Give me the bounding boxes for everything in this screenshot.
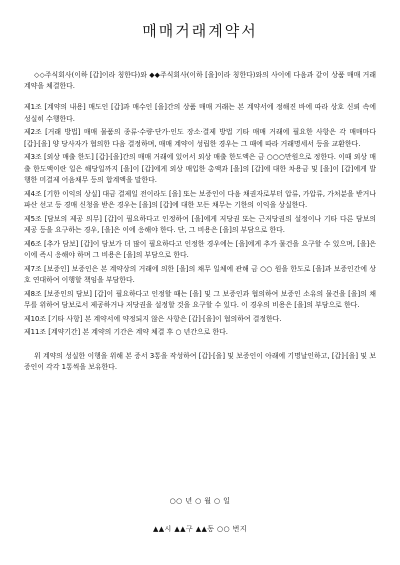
intro-paragraph: ◇◇주식회사(이하 [갑]이라 칭한다)와 ◆◆주식회사(이하 [을]이라 칭한다)와의 사이에 다음과 같이 상품 매매 거래 계약을 체결한다. — [24, 71, 376, 91]
article-6: 제6조 [추가 담보] [갑]이 담보가 더 많이 필요하다고 인정한 경우에는 [을]에게 추가 물건을 요구할 수 있으며, [을]은 이에 즉시 응해야 하며 그 비용은 [을]의 부담으로 한다. — [24, 239, 376, 259]
article-1: 제1조 [계약의 내용] 매도인 [갑]과 매수인 [을]간의 상품 매매 거래는 본 계약서에 정해진 바에 따라 상호 신뢰 속에 성실히 수행한다. — [24, 103, 376, 123]
document-title: 매매거래계약서 — [142, 22, 258, 40]
spacer — [24, 92, 376, 102]
article-2: 제2조 [거래 방법] 매매 물품의 종류·수량·단가·인도 장소·결제 방법 기타 매매 거래에 필요한 사항은 각 매매마다 [갑]·[을] 양 당사자가 협의한 다음 결정하며, 매매 계약이 성립한 경우는 그 때에 따라 거래명세서 등을 교환한다. — [24, 128, 376, 148]
article-4: 제4조 [기한 이익의 상실] 대금 결제일 전이라도 [을] 또는 보증인이 다음 채권자로부터 압류, 가압류, 가처분을 받거나 파산 선고 등 경매 신청을 받은 경우는 [을]의 [갑]에 대한 모든 채무는 기한의 이익을 상실한다. — [24, 189, 376, 209]
article-3: 제3조 [외상 매출 한도] [갑]·[을]간의 매매 거래에 있어서 외상 매출 한도액은 금 ○○○만원으로 정한다. 이때 외상 매출 한도액이란 일은 해당일까지 [을]이 [갑]에게 외상 매입한 총액과 [을]의 [갑]에 대한 차용금 및 [을]이 [갑]에게 발행한 미결제 어음채무 등의 합계액을 말한다. — [24, 153, 376, 184]
spacer — [24, 341, 376, 351]
closing-paragraph: 위 계약의 성실한 이행을 위해 본 증서 3통을 작성하여 [갑]·[을] 및 보증인이 아래에 기명날인하고, [갑]·[을] 및 보증인이 각각 1통씩을 보유한다. — [24, 352, 376, 372]
document-body — [24, 70, 376, 374]
contract-date: ○○ 년 ○ 월 ○ 일 — [169, 497, 231, 505]
article-8: 제8조 [보증인의 담보] [갑]이 필요하다고 인정할 때는 [을] 및 그 보증인과 협의하여 보증인 소유의 물건을 [을]의 채무를 위하여 담보로서 제공하거나 저당권을 설정할 것을 요구할 수 있다. 이 경우의 비용은 [을]의 부담으로 한다. — [24, 289, 376, 309]
article-10: 제10조 [기타 사항] 본 계약서에 약정되지 않은 사항은 [갑]·[을]이 협의하여 결정한다. — [24, 314, 282, 323]
contract-address: ▲▲시 ▲▲구 ▲▲동 ○○ 번지 — [152, 525, 248, 533]
article-7: 제7조 [보증인] 보증인은 본 계약상의 거래에 의한 [을]의 채무 일체에 관해 금 ○○ 원을 한도로 [을]과 보증인간에 상호 연대하여 이행할 책임을 부담한다. — [24, 264, 376, 284]
article-5: 제5조 [담보의 제공 의무] [갑]이 필요하다고 인정하여 [을]에게 저당권 또는 근저당권의 설정이나 기타 다른 담보의 제공 등을 요구하는 경우, [을]은 이에 응해야 한다. 단, 그 비용은 [을]의 부담으로 한다. — [24, 214, 376, 234]
article-11: 제11조 [계약기간] 본 계약의 기간은 계약 체결 후 ○ 년간으로 한다. — [24, 328, 229, 337]
